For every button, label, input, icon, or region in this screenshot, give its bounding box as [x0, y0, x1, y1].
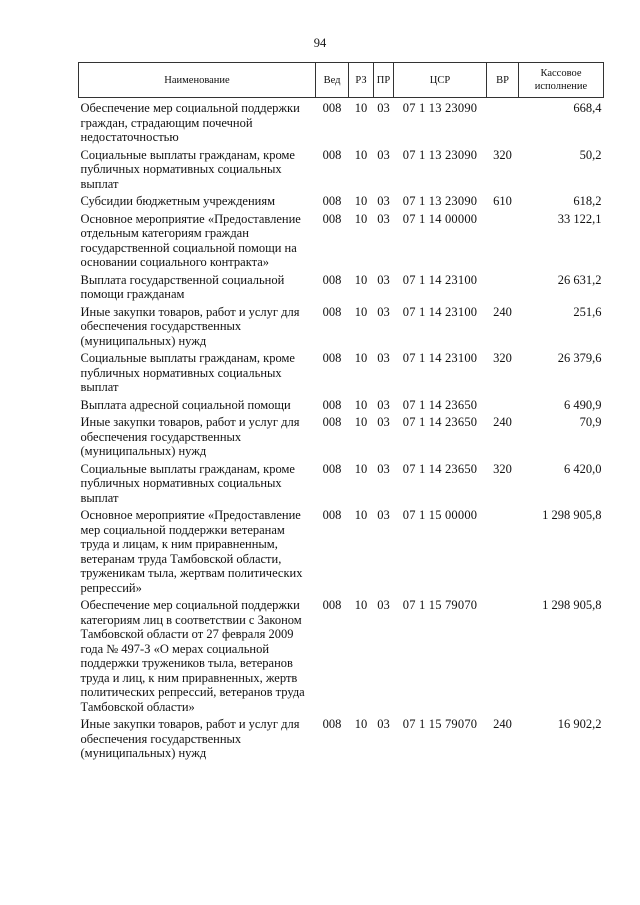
- row-vr: 320: [493, 351, 512, 365]
- row-ved: 008: [322, 147, 342, 162]
- row-amount: 668,4: [573, 101, 602, 115]
- row-ved: 008: [322, 101, 342, 115]
- row-pr: 03: [377, 101, 390, 115]
- row-pr: 03: [377, 508, 390, 522]
- row-csr: 07 1 13 23090: [402, 194, 478, 208]
- row-amount: 33 122,1: [557, 211, 602, 226]
- row-name: Социальные выплаты гражданам, кроме публичных нормативных социальных выплат: [80, 351, 295, 394]
- row-pr: 03: [377, 461, 390, 476]
- row-ved: 008: [322, 508, 342, 522]
- row-pr: 03: [377, 211, 390, 226]
- row-amount: 1 298 905,8: [542, 598, 602, 612]
- row-name: Субсидии бюджетным учреждениям: [80, 194, 276, 208]
- header-csr: ЦСР: [394, 63, 487, 98]
- row-pr: 03: [377, 304, 390, 319]
- row-rz: 10: [354, 272, 368, 287]
- row-name: Обеспечение мер социальной поддержки категориям лиц в соответствии с Законом Тамбовской области от 27 февраля 2009 года № 497-З «О мерах социальной поддержки тружеников тыла, ветеранов труда и лиц, к ним приравненных, жертв политических репрессий, ветеранов труда Тамбовской области»: [80, 598, 305, 714]
- row-csr: 07 1 13 23090: [402, 147, 478, 162]
- row-csr: 07 1 14 23650: [402, 415, 478, 429]
- table-row: [79, 209, 604, 270]
- table-row: [79, 459, 604, 506]
- row-rz: 10: [354, 147, 368, 162]
- row-name: Социальные выплаты гражданам, кроме публичных нормативных социальных выплат: [80, 147, 295, 191]
- table-header-row: [79, 63, 604, 98]
- row-pr: 03: [377, 397, 390, 412]
- row-vr: 320: [493, 147, 512, 162]
- table-row: [79, 505, 604, 595]
- row-ved: 008: [322, 397, 342, 412]
- row-rz: 10: [354, 351, 368, 365]
- table-row: [79, 270, 604, 302]
- row-pr: 03: [377, 147, 390, 162]
- row-csr: 07 1 15 79070: [402, 598, 478, 612]
- row-rz: 10: [354, 717, 368, 731]
- row-csr: 07 1 14 23650: [402, 461, 478, 476]
- row-ved: 008: [322, 598, 342, 612]
- table-row: [79, 595, 604, 714]
- row-pr: 03: [377, 598, 390, 612]
- row-vr: 240: [493, 415, 512, 429]
- row-ved: 008: [322, 461, 342, 476]
- row-vr: [487, 395, 519, 413]
- row-name: Иные закупки товаров, работ и услуг для обеспечения государственных (муниципальных) нужд: [80, 304, 300, 348]
- row-pr: 03: [377, 272, 390, 287]
- row-vr: [487, 505, 519, 595]
- row-rz: 10: [354, 304, 368, 319]
- row-name: Выплата государственной социальной помощи гражданам: [80, 272, 285, 301]
- row-amount: 26 631,2: [557, 272, 602, 287]
- header-pr: ПР: [374, 63, 394, 98]
- row-vr: 610: [493, 194, 512, 208]
- row-rz: 10: [354, 598, 368, 612]
- row-csr: 07 1 14 23100: [402, 351, 478, 365]
- row-amount: 26 379,6: [557, 351, 602, 365]
- row-name: Социальные выплаты гражданам, кроме публичных нормативных социальных выплат: [80, 461, 295, 505]
- row-name: Иные закупки товаров, работ и услуг для обеспечения государственных (муниципальных) нужд: [80, 717, 300, 760]
- table-row: [79, 395, 604, 413]
- row-vr: [487, 270, 519, 302]
- row-vr: 240: [493, 717, 512, 731]
- table-row: [79, 302, 604, 349]
- row-pr: 03: [377, 351, 390, 365]
- row-vr: [487, 595, 519, 714]
- header-name: Наименование: [79, 63, 316, 98]
- row-rz: 10: [354, 101, 368, 115]
- header-rz: РЗ: [349, 63, 374, 98]
- table-row: [79, 348, 604, 395]
- row-amount: 70,9: [579, 415, 602, 429]
- row-csr: 07 1 13 23090: [402, 101, 478, 115]
- row-rz: 10: [354, 211, 368, 226]
- row-vr: 320: [493, 461, 512, 476]
- page-number: 94: [313, 36, 327, 50]
- row-csr: 07 1 14 23650: [402, 397, 478, 412]
- table-row: [79, 191, 604, 209]
- row-rz: 10: [354, 194, 368, 208]
- row-amount: 1 298 905,8: [542, 508, 602, 522]
- table-row: [79, 714, 604, 761]
- row-name: Обеспечение мер социальной поддержки граждан, страдающим почечной недостаточностью: [80, 101, 300, 144]
- row-ved: 008: [322, 717, 342, 731]
- row-ved: 008: [322, 272, 342, 287]
- row-amount: 16 902,2: [557, 717, 602, 731]
- row-pr: 03: [377, 194, 390, 208]
- row-name: Основное мероприятие «Предоставление мер социальной поддержки ветеранам труда и лицам, к ним приравненным, ветеранам труда Тамбовской области, труженикам тыла, жертвам политических репрессий»: [80, 508, 303, 595]
- row-csr: 07 1 14 00000: [402, 211, 478, 226]
- row-csr: 07 1 14 23100: [402, 304, 478, 319]
- table-row: [79, 412, 604, 459]
- row-rz: 10: [354, 415, 368, 429]
- row-rz: 10: [354, 397, 368, 412]
- row-ved: 008: [322, 351, 342, 365]
- row-vr: 240: [493, 304, 512, 319]
- row-vr: [487, 209, 519, 270]
- row-pr: 03: [377, 717, 390, 731]
- row-ved: 008: [322, 194, 342, 208]
- row-pr: 03: [377, 415, 390, 429]
- row-name: Выплата адресной социальной помощи: [80, 397, 291, 412]
- row-csr: 07 1 15 79070: [402, 717, 478, 731]
- row-name: Иные закупки товаров, работ и услуг для обеспечения государственных (муниципальных) нужд: [80, 415, 300, 458]
- row-ved: 008: [322, 211, 342, 226]
- row-name: Основное мероприятие «Предоставление отдельным категориям граждан государственной социальной помощи на основании социального контракта»: [80, 211, 301, 269]
- row-amount: 251,6: [573, 304, 602, 319]
- row-amount: 6 420,0: [564, 461, 602, 476]
- header-vr: ВР: [487, 63, 519, 98]
- row-vr: [487, 98, 519, 145]
- header-ved: Вед: [316, 63, 349, 98]
- row-amount: 50,2: [579, 147, 602, 162]
- row-ved: 008: [322, 415, 342, 429]
- header-amount: Кассовое исполнение: [519, 63, 604, 98]
- row-csr: 07 1 14 23100: [402, 272, 478, 287]
- budget-table: [78, 62, 604, 761]
- row-amount: 618,2: [573, 194, 602, 208]
- table-row: [79, 98, 604, 145]
- table-row: [79, 145, 604, 192]
- row-ved: 008: [322, 304, 342, 319]
- row-amount: 6 490,9: [564, 397, 602, 412]
- row-rz: 10: [354, 461, 368, 476]
- row-csr: 07 1 15 00000: [402, 508, 478, 522]
- row-rz: 10: [354, 508, 368, 522]
